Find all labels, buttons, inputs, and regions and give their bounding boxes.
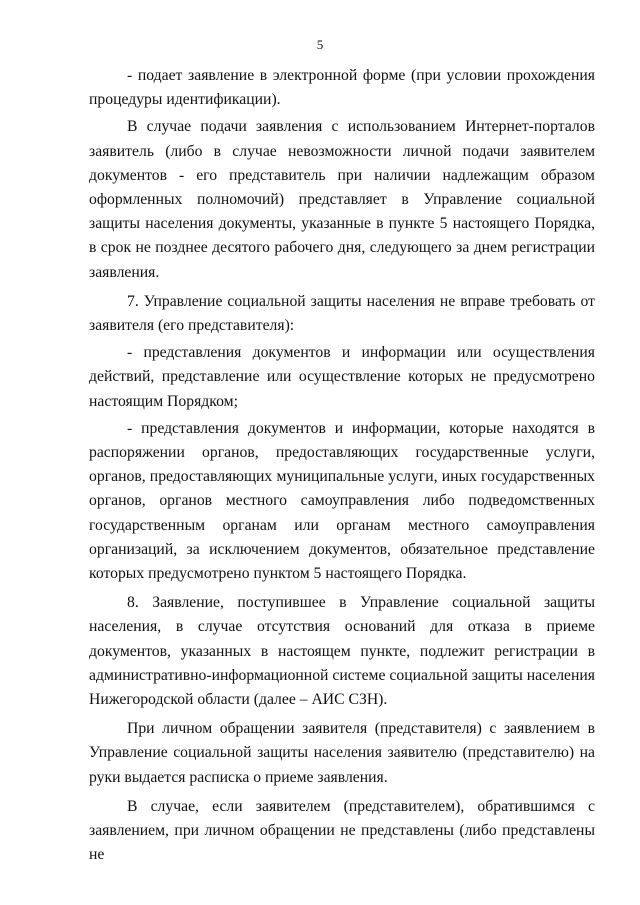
paragraph-item-7: 7. Управление социальной защиты населения не вправе требовать от заявителя (его представителя):	[89, 292, 595, 335]
page-number: 5	[316, 37, 324, 52]
paragraph-item-7-sub-2: - представления документов и информации, которые находятся в распоряжении органов, предоставляющих государственные услуги, органов, предоставляющих муниципальные услуги, иных государственных органов, органов местного самоуправления либо подведомственных государственным органам или органам местного самоуправления организаций, за исключением документов, обязательное представление которых предусмотрено пунктом 5 настоящего Порядка.	[89, 419, 595, 583]
paragraph-electronic-submission: - подает заявление в электронной форме (при условии прохождения процедуры идентификации).	[89, 67, 595, 109]
paragraph-item-7-sub-1: - представления документов и информации или осуществления действий, представление или осуществление которых не предусмотрено настоящим Порядком;	[89, 344, 595, 410]
paragraph-item-8: 8. Заявление, поступившее в Управление социальной защиты населения, в случае отсутствия оснований для отказа в приеме документов, указанных в настоящем пункте, подлежит регистрации в административно-информационной системе социальной защиты населения Нижегородской области (далее – АИС СЗН).	[89, 594, 595, 709]
paragraph-internet-portal-submission: В случае подачи заявления с использованием Интернет-порталов заявитель (либо в случае невозможности личной подачи заявителем документов - его представитель при наличии надлежащим образом оформленных полномочий) представляет в Управление социальной защиты населения документы, указанные в пункте 5 настоящего Порядка, в срок не позднее десятого рабочего дня, следующего за днем регистрации заявления.	[89, 118, 595, 281]
paragraph-personal-appeal: При личном обращении заявителя (представителя) с заявлением в Управление социальной защиты населения заявителю (представителю) на руки выдается расписка о приеме заявления.	[89, 720, 595, 786]
paragraph-missing-documents: В случае, если заявителем (представителем), обратившимся с заявлением, при личном обращении не представлены (либо представлены не	[89, 797, 595, 864]
document-body	[89, 64, 595, 868]
